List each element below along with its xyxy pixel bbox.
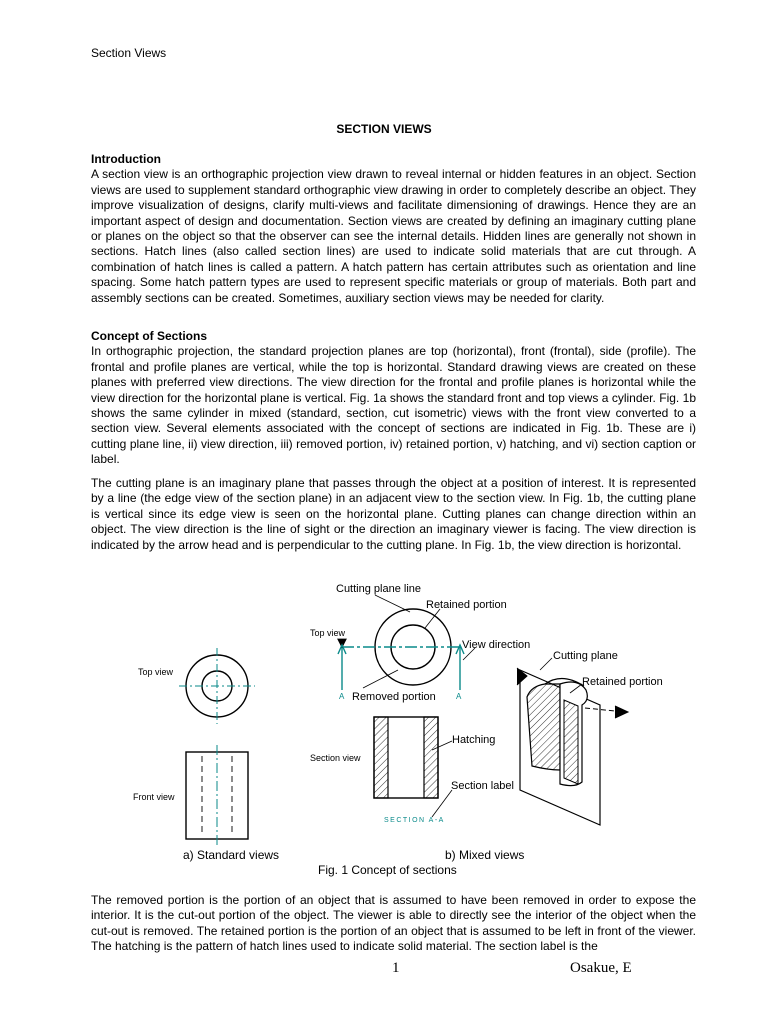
leader-cutting-plane-line bbox=[375, 595, 410, 612]
running-header: Section Views bbox=[91, 46, 167, 60]
label-hatching: Hatching bbox=[452, 734, 496, 746]
concept-paragraph: In orthographic projection, the standard projection planes are top (horizontal), front (frontal), side (profile). The frontal and profile planes are vertical, while the top is horizontal. Standard drawing views are created on these planes with preferred view directions. The view direction for the frontal and profile planes is horizontal while the view direction for the horizontal plane is vertical. Fig. 1a shows the standard front and top views a cylinder. Fig. 1b shows the same cylinder in mixed (standard, section, cut isometric) views with the front view converted to a section view. Several elements associated with the concept of sections are indicated in Fig. 1b. These are i) cutting plane line, ii) view direction, iii) removed portion, iv) retained portion, v) hatching, and vi) section caption or label. bbox=[91, 344, 696, 467]
page-number: 1 bbox=[392, 960, 400, 976]
label-cutting-plane: Cutting plane bbox=[553, 650, 618, 662]
label-retained-portion-1: Retained portion bbox=[426, 599, 507, 611]
intro-paragraph: A section view is an orthographic projection view drawn to reveal internal or hidden features in an object. Section views are used to supplement standard orthographic view drawing in order to completely describe an object. They improve visualization of designs, clarify multi-views and facilitate dimensioning of drawings. Hence they are an important aspect of design and documentation. Section views are created by defining an imaginary cutting plane or planes on the object so that the observer can see the internal details. Hidden lines are generally not shown in sections. Hatch lines (also called section lines) are used to indicate solid materials that are cut through. A combination of hatch lines is called a pattern. A hatch pattern has certain attributes such as orientation and line spacing. Some hatch pattern types are used to represent specific materials or group of materials. Both part and assembly sections can be created. Sometimes, auxiliary section views may be needed for clarity. bbox=[91, 167, 696, 305]
cutting-plane-paragraph: The cutting plane is an imaginary plane that passes through the object at a position of interest. It is represented by a line (the edge view of the section plane) in an adjacent view to the section view. In Fig. 1b, the cutting plane is vertical since its edge view is seen on the horizontal plane. Cutting planes can change direction within an object. The view direction is the line of sight or the direction an imaginary viewer is facing. The view direction is indicated by the arrow head and is perpendicular to the cutting plane. In Fig. 1b, the view direction is horizontal. bbox=[91, 476, 696, 552]
label-retained-portion-2: Retained portion bbox=[582, 676, 663, 688]
caption-standard-views: a) Standard views bbox=[183, 848, 280, 862]
label-top-view-a: Top view bbox=[138, 667, 174, 677]
standard-front-view-drawing bbox=[186, 745, 248, 846]
label-cutting-plane-line: Cutting plane line bbox=[336, 583, 422, 595]
label-section-label: Section label bbox=[451, 780, 514, 792]
caption-mixed-views: b) Mixed views bbox=[445, 848, 525, 862]
arrow-label-a-left: A bbox=[339, 692, 345, 701]
removed-portion-section bbox=[91, 893, 696, 955]
label-front-view-a: Front view bbox=[133, 792, 175, 802]
mixed-top-view-drawing bbox=[338, 609, 464, 690]
footer-author: Osakue, E bbox=[570, 960, 632, 976]
arrow-label-a-right: A bbox=[456, 692, 462, 701]
page-title: SECTION VIEWS bbox=[336, 122, 432, 136]
label-top-view-b: Top view bbox=[310, 628, 346, 638]
section-caption: SECTION A-A bbox=[384, 817, 445, 824]
label-removed-portion: Removed portion bbox=[352, 691, 436, 703]
label-view-direction: View direction bbox=[462, 639, 531, 651]
figure-caption: Fig. 1 Concept of sections bbox=[318, 863, 457, 877]
label-section-view-b: Section view bbox=[310, 753, 361, 763]
removed-portion-paragraph: The removed portion is the portion of an object that is assumed to have been removed in order to expose the interior. It is the cut-out portion of the object. The viewer is able to directly see the interior of the object when the cut-out is removed. The retained portion is the portion of an object that is assumed to be left in front of the viewer. The hatching is the pattern of hatch lines used to indicate solid material. The section label is the bbox=[91, 893, 696, 954]
intro-heading: Introduction bbox=[91, 152, 161, 166]
leader-cutting-plane bbox=[540, 658, 552, 670]
concept-heading: Concept of Sections bbox=[91, 329, 208, 343]
mixed-section-view-drawing bbox=[374, 717, 438, 798]
standard-top-view-drawing bbox=[179, 648, 255, 724]
